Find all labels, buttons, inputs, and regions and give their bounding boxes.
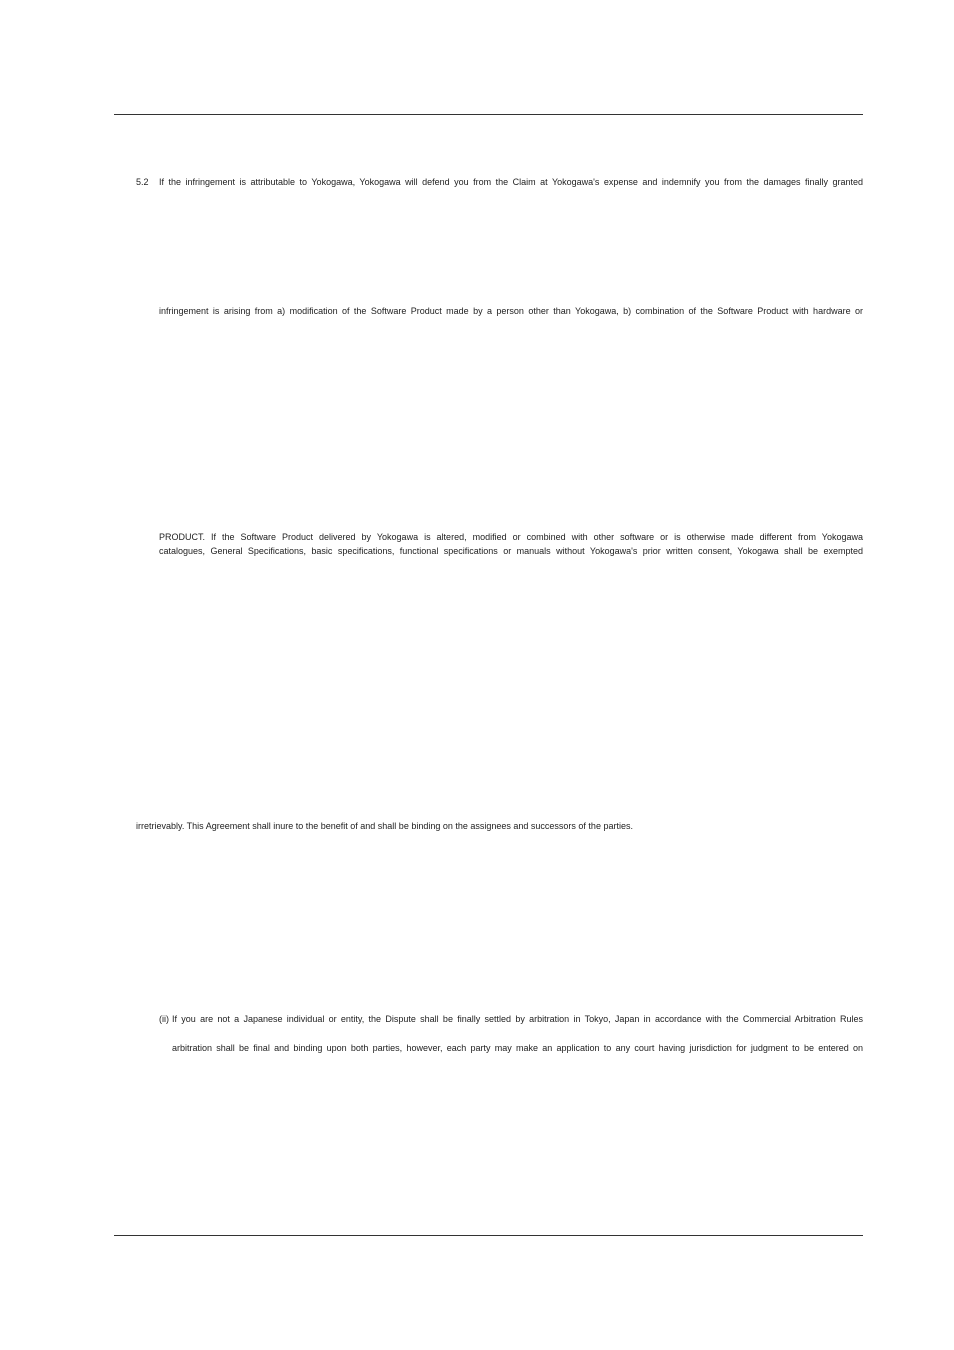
arbitration-clause-line-1: If you are not a Japanese individual or entity, the Dispute shall be finally settled by arbitration in Tokyo, Japan in accordance with the Commercial Arbitration Rules <box>172 1014 863 1024</box>
clause-5-2-line-1: If the infringement is attributable to Yokogawa, Yokogawa will defend you from the Claim at Yokogawa's expense and indemnify you from the damages finally granted <box>159 177 863 187</box>
arbitration-clause-line-2: arbitration shall be final and binding upon both parties, however, each party may make an application to any court having jurisdiction for judgment to be entered on <box>172 1043 863 1053</box>
clause-number-5-2: 5.2 <box>136 177 149 187</box>
footer-rule <box>114 1235 863 1236</box>
header-rule <box>114 114 863 115</box>
product-clause-line-1: PRODUCT. If the Software Product delivered by Yokogawa is altered, modified or combined with other software or is otherwise made different from Yokogawa <box>159 532 863 542</box>
clause-number-ii: (ii) <box>159 1014 169 1024</box>
clause-5-2-line-2: infringement is arising from a) modification of the Software Product made by a person other than Yokogawa, b) combination of the Software Product with hardware or <box>159 306 863 316</box>
assignment-clause-line-1: irretrievably. This Agreement shall inure to the benefit of and shall be binding on the assignees and successors of the parties. <box>136 821 633 831</box>
product-clause-line-2: catalogues, General Specifications, basic specifications, functional specifications or manuals without Yokogawa's prior written consent, Yokogawa shall be exempted <box>159 546 863 556</box>
